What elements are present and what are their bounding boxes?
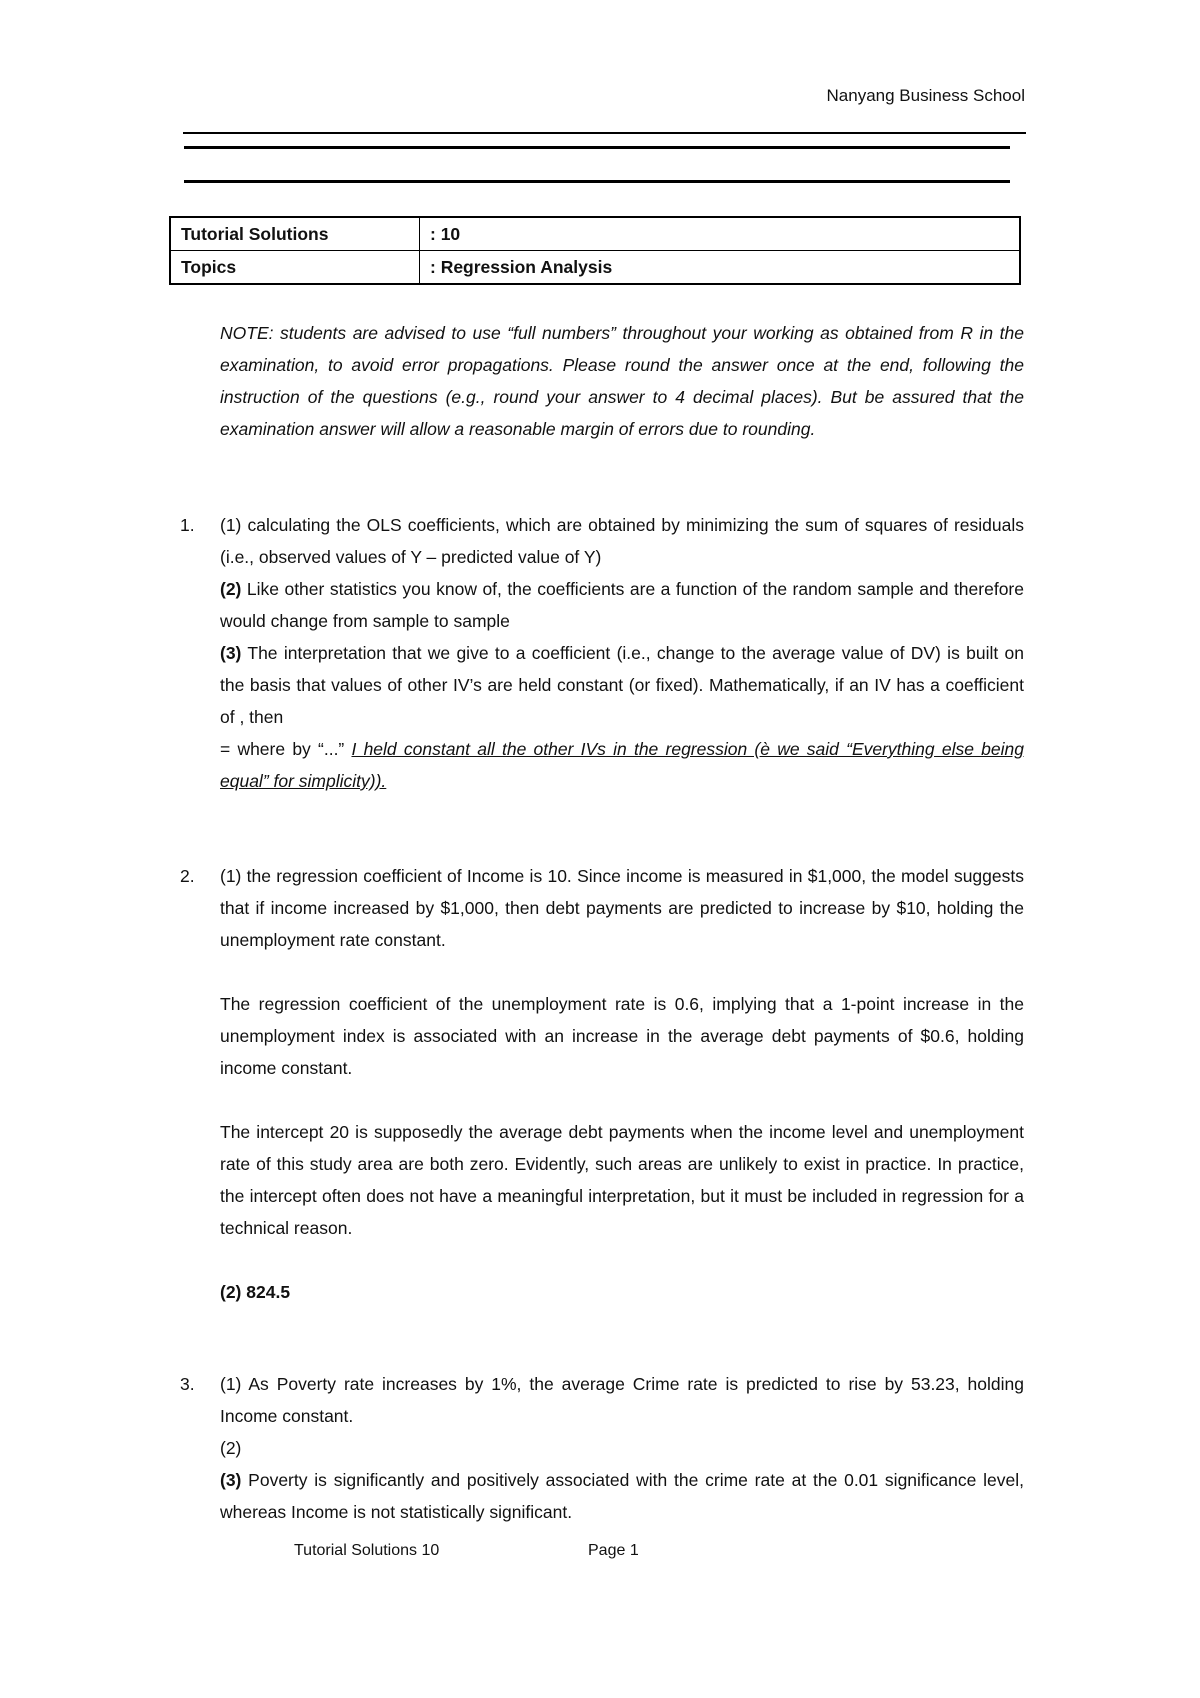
part-text: Poverty is significantly and positively associated with the crime rate at the 0.01 significance level, whereas Income is not statistically significant. [220,1470,1024,1522]
header-school-name: Nanyang Business School [826,86,1025,105]
info-table [169,216,1021,285]
footer-title: Tutorial Solutions 10 [294,1542,440,1559]
part-text: 824.5 [241,1282,291,1302]
question-number: 3. [180,1374,195,1394]
answer-part [220,1276,1024,1308]
info-row [170,251,1020,285]
part-text: the regression coefficient of Income is 10. Since income is measured in $1,000, the model suggests that if income increased by $1,000, then debt payments are predicted to increase by $10, holding the unemployment rate constant. [220,866,1024,950]
info-row [170,217,1020,251]
part-text: = where by “...” [220,739,352,759]
header-rule [184,146,1010,149]
question-number: 2. [180,866,195,886]
footer-page-number: Page 1 [588,1542,639,1559]
info-key: Topics [170,251,420,285]
part-label: (1) [220,1374,242,1394]
part-label: (1) [220,866,242,886]
info-value: : 10 [430,223,461,244]
answer-part: The intercept 20 is supposedly the average debt payments when the income level and unemployment rate of this study area are both zero. Evidently, such areas are unlikely to exist in practice. In practice, the intercept often does not have a meaningful interpretation, but it must be included in regression for a technical reason. [220,1122,1024,1238]
question-2 [180,860,1024,1308]
question-1 [180,509,1024,797]
info-key: Tutorial Solutions [170,217,420,251]
answer-part [220,1464,1024,1528]
part-label: (1) [220,515,242,535]
part-label: (2) [220,579,242,599]
question-number: 1. [180,515,195,535]
part-text: calculating the OLS coefficients, which are obtained by minimizing the sum of squares of residuals (i.e., observed values of Y – predicted value of Y) [220,515,1024,567]
part-label: (2) [220,1282,242,1302]
part-text: Like other statistics you know of, the coefficients are a function of the random sample and therefore would change from sample to sample [220,579,1024,631]
answer-part [220,1432,1024,1464]
answer-part [220,860,1024,956]
answer-part [220,573,1024,637]
part-label: (3) [220,643,242,663]
answer-part [220,733,1024,797]
header-rule [183,132,1026,134]
part-text: The interpretation that we give to a coefficient (i.e., change to the average value of DV) is built on the basis that values of other IV’s are held constant (or fixed). Mathematically, if an IV has a coefficient of , then [220,643,1024,727]
answer-part: The regression coefficient of the unemployment rate is 0.6, implying that a 1-point increase in the unemployment index is associated with an increase in the average debt payments of $0.6, holding income constant. [220,994,1024,1078]
part-text: As Poverty rate increases by 1%, the average Crime rate is predicted to rise by 53.23, holding Income constant. [220,1374,1024,1426]
emphasis-text: I held constant all the other IVs in the regression (è we said “Everything else being equal” for simplicity)). [220,739,1024,791]
answer-part [220,637,1024,733]
answer-part [220,509,1024,573]
info-value: : Regression Analysis [420,251,1021,285]
question-3 [180,1368,1024,1528]
note-paragraph: NOTE: students are advised to use “full numbers” throughout your working as obtained from R in the examination, to avoid error propagations. Please round the answer once at the end, following the instruction of the questions (e.g., round your answer to 4 decimal places). But be assured that the examination answer will allow a reasonable margin of errors due to rounding. [220,323,1024,439]
part-label: (2) [220,1438,242,1458]
header-rule [184,180,1010,183]
part-label: (3) [220,1470,242,1490]
answer-part [220,1368,1024,1432]
